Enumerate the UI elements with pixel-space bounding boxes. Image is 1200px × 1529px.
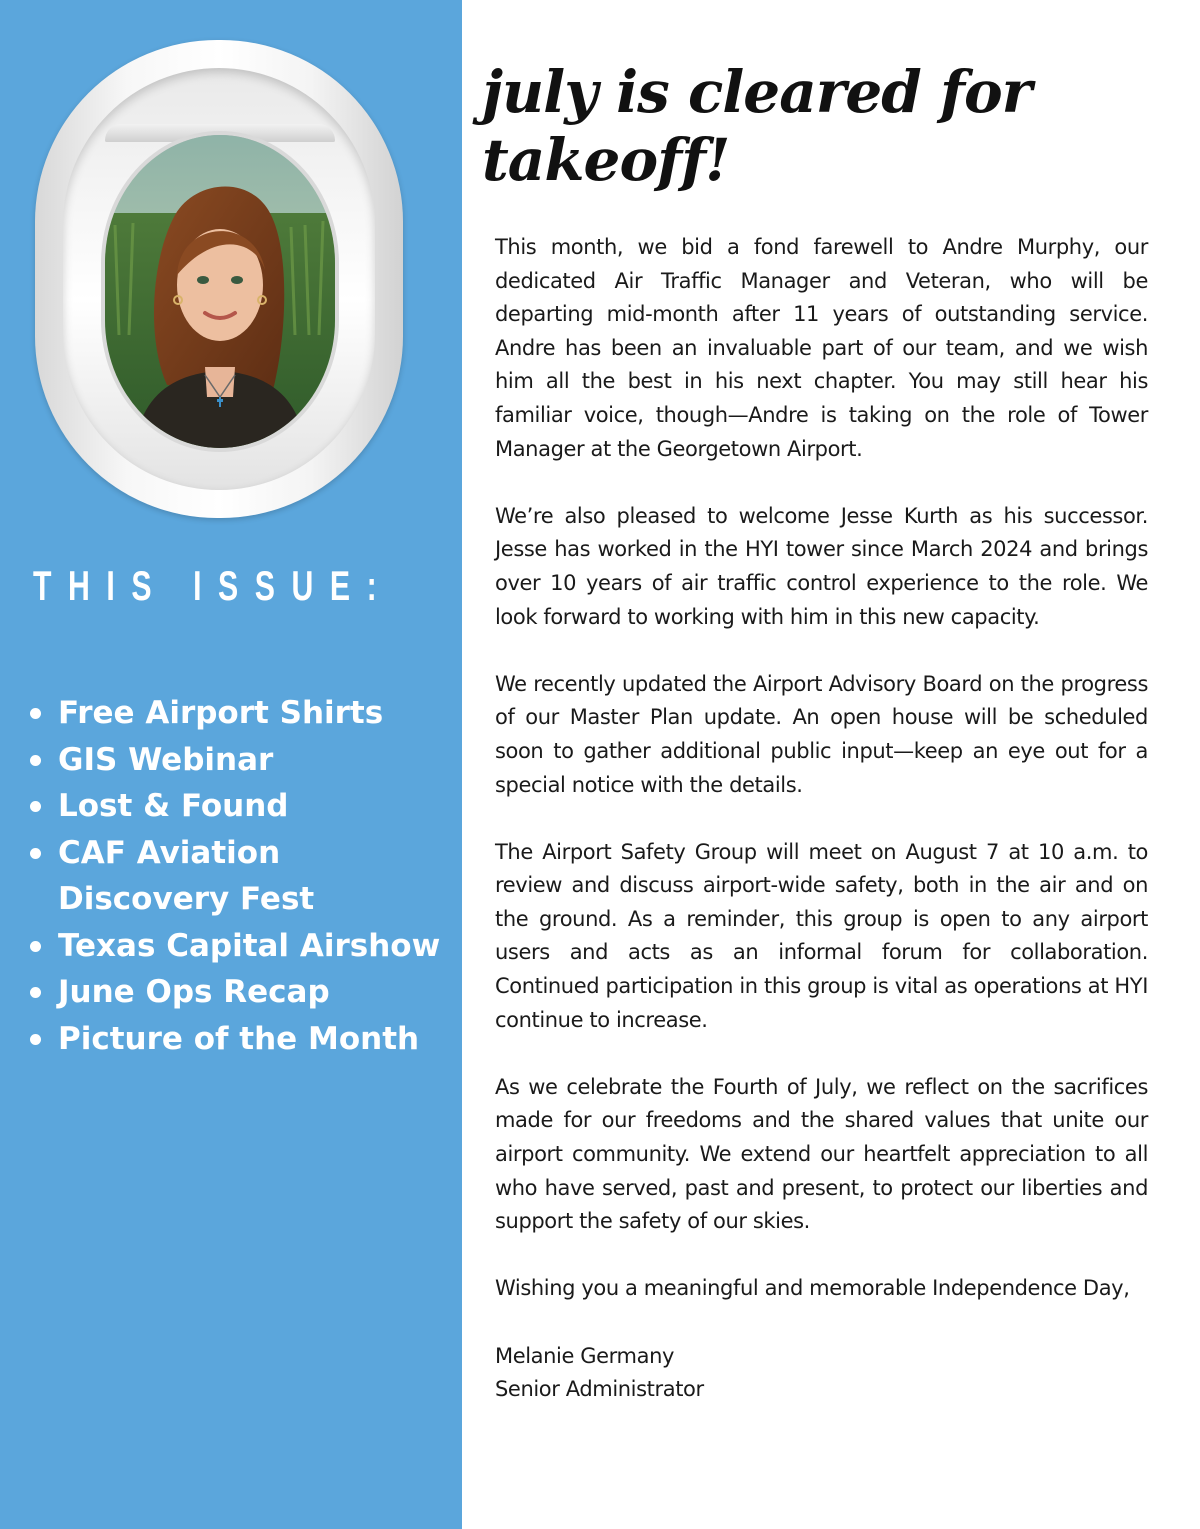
airplane-window-frame <box>35 40 403 518</box>
sidebar <box>0 0 462 1529</box>
issue-item-june-ops-recap: June Ops Recap <box>58 969 458 1016</box>
issue-item-free-airport-shirts: Free Airport Shirts <box>58 690 458 737</box>
signature-title: Senior Administrator <box>495 1377 704 1402</box>
paragraph-welcome: We’re also pleased to welcome Jesse Kurth as his successor. Jesse has worked in the HYI tower since March 2024 and brings over 10 years of air traffic control experience to the role. We look forward to working with him in this new capacity. <box>495 503 1148 629</box>
paragraph-safety-group: The Airport Safety Group will meet on August 7 at 10 a.m. to review and discuss airport-wide safety, both in the air and on the ground. As a reminder, this group is open to any airport users and acts as an informal forum for collaboration. Continued participation in this group is vital as operations at HYI continue to increase. <box>495 839 1148 1032</box>
paragraph-fourth-of-july: As we celebrate the Fourth of July, we reflect on the sacrifices made for our freedoms and the shared values that unite our airport community. We extend our heartfelt appreciation to all who have served, past and present, to protect our liberties and support the safety of our skies. <box>495 1074 1148 1234</box>
issue-heading: THIS ISSUE: <box>33 562 394 609</box>
paragraph-farewell: This month, we bid a fond farewell to Andre Murphy, our dedicated Air Traffic Manager and Veteran, who will be departing mid-month after 11 years of outstanding service. Andre has been an invaluable part of our team, and we wish him all the best in his next chapter. You may still hear his familiar voice, though—Andre is taking on the role of Tower Manager at the Georgetown Airport. <box>495 235 1148 461</box>
portrait-illustration <box>105 135 335 448</box>
signature-name: Melanie Germany <box>495 1343 675 1368</box>
portrait-image <box>105 135 335 448</box>
issue-item-lost-and-found: Lost & Found <box>58 783 458 830</box>
article-body <box>495 231 1148 1407</box>
issue-item-caf-aviation-discovery-fest: CAF Aviation Discovery Fest <box>58 830 458 923</box>
closing-line: Wishing you a meaningful and memorable Independence Day, <box>495 1276 1130 1301</box>
paragraph-master-plan: We recently updated the Airport Advisory Board on the progress of our Master Plan update. An open house will be scheduled soon to gather additional public input—keep an eye out for a special notice with the details. <box>495 671 1148 797</box>
headline: july is cleared for takeoff! <box>482 58 1032 194</box>
issue-list <box>58 690 458 1062</box>
issue-item-texas-capital-airshow: Texas Capital Airshow <box>58 923 458 970</box>
issue-item-gis-webinar: GIS Webinar <box>58 737 458 784</box>
issue-item-picture-of-the-month: Picture of the Month <box>58 1016 458 1063</box>
